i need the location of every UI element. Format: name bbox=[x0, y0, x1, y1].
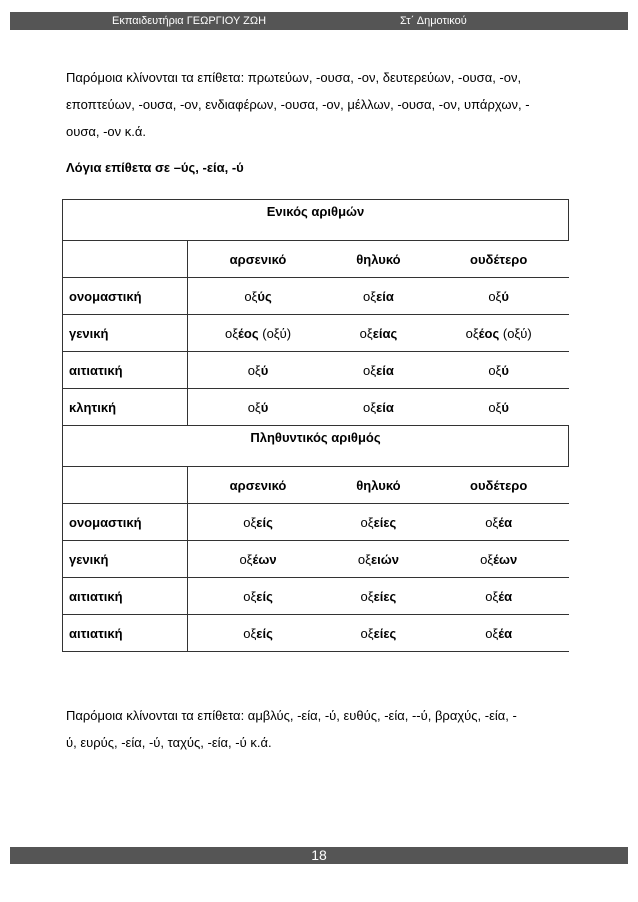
gender-header: ουδέτερο bbox=[429, 467, 569, 504]
word-ending: έος bbox=[478, 325, 500, 341]
word-ending: εία bbox=[376, 399, 394, 415]
form-cell bbox=[429, 315, 569, 352]
form-cell bbox=[328, 315, 429, 352]
declension-table bbox=[62, 199, 569, 652]
header-school-name: Εκπαιδευτήρια ΓΕΩΡΓΙΟΥ ΖΩΗ bbox=[112, 15, 267, 27]
word-stem: οξ bbox=[224, 325, 239, 341]
form-cell bbox=[429, 541, 569, 578]
table-row bbox=[63, 389, 569, 426]
word-ending: έων bbox=[493, 551, 518, 567]
case-label: αιτιατική bbox=[63, 352, 188, 389]
form-cell bbox=[429, 352, 569, 389]
form-cell bbox=[328, 578, 429, 615]
word-stem: οξ bbox=[488, 288, 502, 304]
outro-line-1: Παρόμοια κλίνονται τα επίθετα: αμβλύς, -εία, -ύ, ευθύς, -εία, --ύ, βραχύς, -εία, - bbox=[66, 708, 517, 723]
form-cell bbox=[188, 352, 329, 389]
word-ending: ύ bbox=[501, 288, 509, 304]
word-ending: έων bbox=[252, 551, 277, 567]
form-cell bbox=[188, 315, 329, 352]
alt-form: (οξύ) bbox=[258, 325, 292, 341]
intro-line-1: Παρόμοια κλίνονται τα επίθετα: πρωτεύων, -ουσα, -ον, δευτερεύων, -ουσα, -ον, bbox=[66, 70, 522, 85]
intro-paragraph bbox=[66, 64, 586, 145]
form-cell bbox=[188, 389, 329, 426]
table-row bbox=[63, 504, 569, 541]
page-footer bbox=[10, 847, 628, 864]
page-number: 18 bbox=[311, 847, 327, 863]
table-row bbox=[63, 578, 569, 615]
word-ending: ειών bbox=[370, 551, 399, 567]
word-ending: είας bbox=[372, 325, 398, 341]
word-stem: οξ bbox=[244, 288, 258, 304]
case-label: κλητική bbox=[63, 389, 188, 426]
gender-header-row bbox=[63, 241, 569, 278]
word-stem: οξ bbox=[480, 551, 494, 567]
form-cell bbox=[328, 541, 429, 578]
word-ending: ύ bbox=[260, 362, 269, 378]
case-label: ονομαστική bbox=[63, 278, 188, 315]
form-cell bbox=[429, 389, 569, 426]
word-ending: είες bbox=[373, 588, 397, 604]
form-cell bbox=[328, 615, 429, 652]
intro-line-3: ουσα, -ον κ.ά. bbox=[66, 124, 147, 139]
form-cell bbox=[429, 504, 569, 541]
empty-cell bbox=[63, 467, 188, 504]
section-heading: Λόγια επίθετα σε –ύς, -εία, -ύ bbox=[66, 160, 244, 175]
word-ending: ύ bbox=[260, 399, 269, 415]
word-ending: είες bbox=[373, 625, 397, 641]
word-ending: έα bbox=[498, 514, 513, 530]
word-stem: οξ bbox=[488, 362, 502, 378]
singular-title bbox=[63, 200, 569, 241]
gender-header: αρσενικό bbox=[188, 467, 329, 504]
word-ending: έα bbox=[498, 588, 513, 604]
alt-form: (οξύ) bbox=[499, 325, 532, 341]
form-cell bbox=[328, 278, 429, 315]
gender-header-row bbox=[63, 467, 569, 504]
case-label: γενική bbox=[63, 315, 188, 352]
word-ending: είς bbox=[256, 588, 273, 604]
gender-header: θηλυκό bbox=[328, 241, 429, 278]
form-cell bbox=[429, 278, 569, 315]
word-stem: οξ bbox=[247, 362, 261, 378]
form-cell bbox=[188, 278, 329, 315]
word-stem: οξ bbox=[485, 514, 499, 530]
form-cell bbox=[188, 541, 329, 578]
word-stem: οξ bbox=[243, 625, 257, 641]
word-ending: είς bbox=[256, 625, 273, 641]
word-ending: ύ bbox=[501, 362, 509, 378]
word-stem: οξ bbox=[485, 588, 499, 604]
table-row bbox=[63, 615, 569, 652]
form-cell bbox=[188, 615, 329, 652]
word-stem: οξ bbox=[465, 325, 479, 341]
plural-title bbox=[63, 426, 569, 467]
word-stem: οξ bbox=[243, 588, 257, 604]
word-stem: οξ bbox=[363, 362, 377, 378]
table-row bbox=[63, 541, 569, 578]
empty-cell bbox=[63, 241, 188, 278]
word-ending: είς bbox=[256, 514, 273, 530]
form-cell bbox=[328, 389, 429, 426]
word-ending: ύς bbox=[257, 288, 272, 304]
word-stem: οξ bbox=[243, 514, 257, 530]
form-cell bbox=[429, 615, 569, 652]
form-cell bbox=[188, 578, 329, 615]
plural-title-cell: Πληθυντικός αριθμός bbox=[63, 426, 569, 467]
singular-title-cell: Ενικός αριθμών bbox=[63, 200, 569, 241]
case-label: ονομαστική bbox=[63, 504, 188, 541]
word-ending: έος bbox=[238, 325, 259, 341]
word-stem: οξ bbox=[359, 325, 373, 341]
word-ending: ύ bbox=[501, 399, 509, 415]
intro-line-2: εποπτεύων, -ουσα, -ον, ενδιαφέρων, -ουσα, -ον, μέλλων, -ουσα, -ον, υπάρχων, - bbox=[66, 97, 530, 112]
word-stem: οξ bbox=[360, 588, 374, 604]
table-row bbox=[63, 278, 569, 315]
word-stem: οξ bbox=[360, 514, 374, 530]
form-cell bbox=[429, 578, 569, 615]
word-stem: οξ bbox=[363, 288, 377, 304]
gender-header: θηλυκό bbox=[328, 467, 429, 504]
word-stem: οξ bbox=[357, 551, 371, 567]
table-row bbox=[63, 352, 569, 389]
word-stem: οξ bbox=[363, 399, 377, 415]
case-label: γενική bbox=[63, 541, 188, 578]
outro-paragraph bbox=[66, 702, 586, 756]
word-stem: οξ bbox=[488, 399, 502, 415]
header-grade: Στ΄ Δημοτικού bbox=[400, 15, 467, 27]
word-ending: είες bbox=[373, 514, 397, 530]
page-header bbox=[10, 12, 628, 30]
word-ending: εία bbox=[376, 288, 394, 304]
form-cell bbox=[328, 352, 429, 389]
word-ending: εία bbox=[376, 362, 394, 378]
case-label: αιτιατική bbox=[63, 615, 188, 652]
word-ending: έα bbox=[498, 625, 513, 641]
outro-line-2: ύ, ευρύς, -εία, -ύ, ταχύς, -εία, -ύ κ.ά. bbox=[66, 735, 272, 750]
case-label: αιτιατική bbox=[63, 578, 188, 615]
gender-header: ουδέτερο bbox=[429, 241, 569, 278]
word-stem: οξ bbox=[360, 625, 374, 641]
word-stem: οξ bbox=[485, 625, 499, 641]
table-row bbox=[63, 315, 569, 352]
form-cell bbox=[188, 504, 329, 541]
word-stem: οξ bbox=[247, 399, 261, 415]
form-cell bbox=[328, 504, 429, 541]
word-stem: οξ bbox=[239, 551, 253, 567]
gender-header: αρσενικό bbox=[188, 241, 329, 278]
